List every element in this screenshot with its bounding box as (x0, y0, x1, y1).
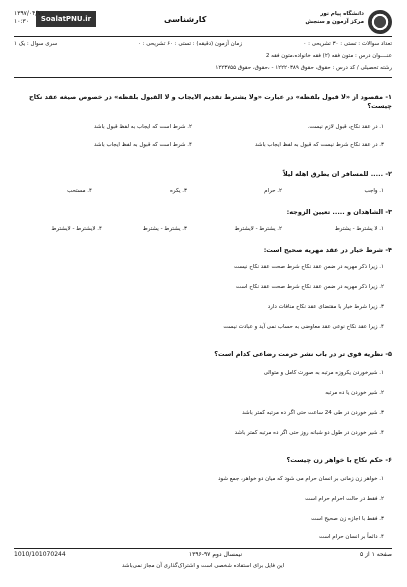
question-2: ۲- ..... للمسافر ان یطرق اهله لیلاً (282, 170, 392, 178)
question-1: ۱- مقصود از «لا قبول بلفظه» در عبارت «ولا یشترط تقدیم الایجاب و لا القبول بلفظه» در خصوص صیغه عقد نکاح چیست؟ (29, 93, 392, 110)
q6-option-2[interactable]: ۲. فقط در حالت احرام حرام است (305, 496, 384, 502)
term-label: نیمسال دوم ۹۷-۱۳۹۶ (188, 551, 242, 558)
q5-option-2[interactable]: ۲. شیر خوردن یا ده مرتبه (325, 390, 384, 396)
course-title: عنــــوان درس : متون فقه (۲) فقه خانواده،متون فقه 2 (265, 53, 392, 59)
q4-option-4[interactable]: ۴. زیرا عقد نکاح نوعی عقد معاوضی به حساب نمی آید و عبادت نیست (223, 324, 384, 330)
q4-option-1[interactable]: ۱. زیرا ذکر مهریه در ضمن عقد نکاح شرط صحت عقد نکاح نیست (233, 264, 384, 270)
q5-option-4[interactable]: ۴. شیر خوردن در طول دو شبانه روز حتی اگر ده مرتبه کمتر باشد (234, 430, 384, 436)
question-counts: تعداد سوالات : تستی : ۳۰ تشریحی : ۰ (303, 41, 392, 47)
q1-option-3[interactable]: ۳. در عقد نکاح شرط نیست که قبول به لفظ ایجاب باشد (254, 142, 384, 148)
university-block (305, 10, 392, 34)
q2-option-1[interactable]: ۱. واجب (364, 188, 384, 194)
q1-option-1[interactable]: ۱. در عقد نکاح، قبول لازم نیست. (307, 124, 384, 130)
question-series: سری سوال : یک ۱ (14, 41, 58, 47)
q6-option-4[interactable]: ۴. دائماً بر انسان حرام است (319, 534, 384, 540)
center-name: مرکز آزمون و سنجش (305, 19, 364, 25)
q2-option-4[interactable]: ۴. مستحب (67, 188, 92, 194)
q5-option-3[interactable]: ۳. شیر خوردن در طی 24 ساعت حتی اگر ده مرتبه کمتر باشد (242, 410, 384, 416)
field-code: رشته تحصیلی / کد درس : حقوق، حقوق ۱۲۲۲۰۳۸۹ - ،حقوق، حقوق ۱۲۲۳۷۵۵ (215, 65, 392, 71)
q2-option-2[interactable]: ۲. حرام (264, 188, 282, 194)
exam-page (14, 8, 392, 576)
question-5: ۵- نظریه قوی تر در باب نشر حرمت رضاعی کدام است؟ (214, 350, 392, 358)
q6-option-3[interactable]: ۳. فقط با اجازه زن صحیح است (311, 516, 384, 522)
degree-title: کارشناسی (164, 15, 207, 24)
question-3: ۳- الشاهدان و ..... تعیین الزوجه: (286, 208, 392, 216)
exam-footer (14, 548, 392, 561)
exam-info (14, 37, 392, 78)
page-number: صفحه ۱ از ۵ (360, 551, 392, 558)
q1-option-4[interactable]: ۴. شرط است که قبول به لفظ ایجاب باشد (94, 142, 192, 148)
university-name: دانشگاه پیام نور (320, 11, 364, 17)
question-6: ۶- حکم نکاح با خواهر زن چیست؟ (286, 456, 392, 464)
q3-option-2[interactable]: ۲. یشترط - لایشترط (234, 226, 282, 232)
q5-option-1[interactable]: ۱. شیرخوردن یکروزه مرتبه به صورت کامل و متوالی (263, 370, 384, 376)
q2-option-3[interactable]: ۳. یکره (170, 188, 187, 194)
q4-option-3[interactable]: ۳. زیرا شرط خیار با مقتضای عقد نکاح منافات دارد (267, 304, 384, 310)
brand-logo: SoalatPNU.ir (36, 11, 96, 27)
exam-time: ۱۰:۳۰ (14, 18, 29, 25)
university-logo (368, 10, 392, 34)
q3-option-4[interactable]: ۴. لایشترط - لایشترط (51, 226, 102, 232)
usage-note: این فایل برای استفاده شخصی است و اشتراک‌گذاری آن مجاز نمی‌باشد (121, 563, 285, 569)
q4-option-2[interactable]: ۲. زیرا ذکر مهریه در ضمن عقد نکاح شرط صحت عقد نکاح است (235, 284, 384, 290)
exam-date: ۱۳۹۷/۰۴/۱۰ (14, 10, 44, 17)
exam-code: 1010/101070244 (14, 551, 66, 558)
exam-duration: زمان آزمون (دقیقه) : تستی : ۶۰ تشریحی : ۰ (137, 41, 242, 47)
date-time-block (14, 10, 44, 26)
q3-option-1[interactable]: ۱. لا یشترط - یشترط (334, 226, 384, 232)
q6-option-1[interactable]: ۱. خواهر زن زمانی بر انسان حرام می شود که میان دو خواهر، جمع شود (218, 476, 384, 482)
exam-header (14, 8, 392, 37)
q1-option-2[interactable]: ۲. شرط است که ایجاب به لفظ قبول باشد (94, 124, 192, 130)
q3-option-3[interactable]: ۳. یشترط - یشترط (142, 226, 187, 232)
question-4: ۴- شرط خیار در عقد مهریه صحیح است: (263, 246, 392, 254)
